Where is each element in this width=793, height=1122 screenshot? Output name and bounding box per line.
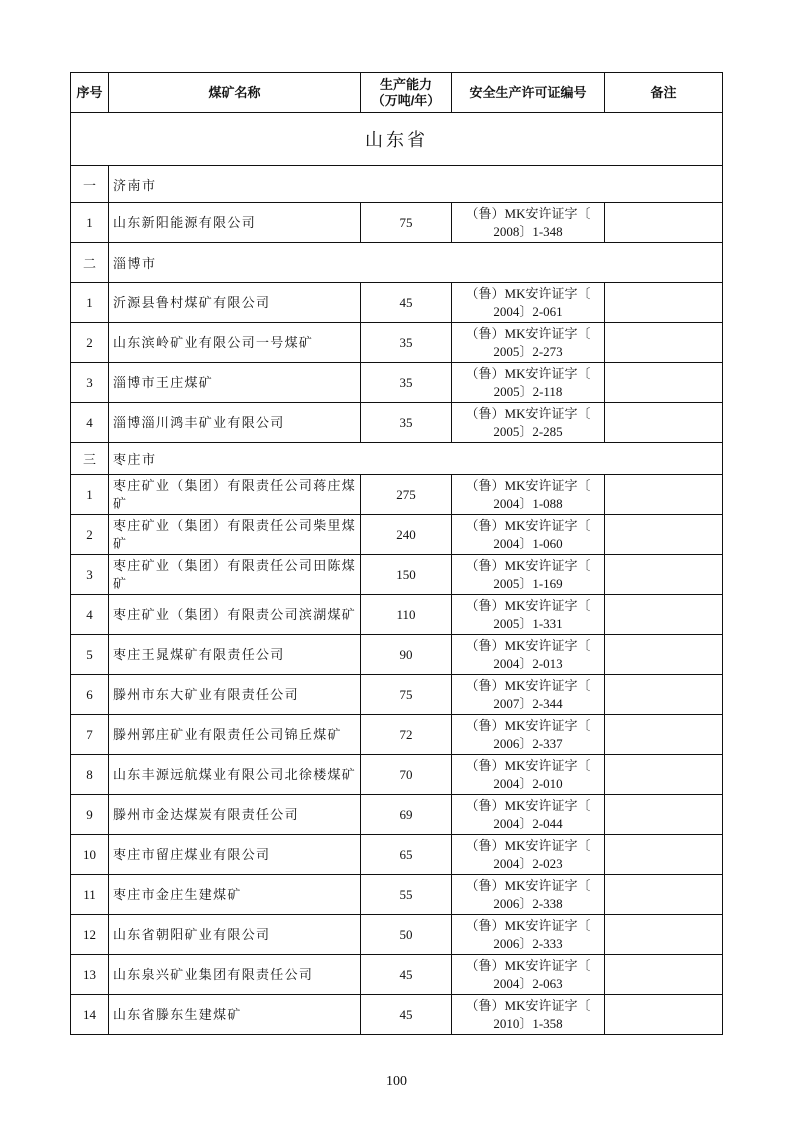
capacity: 35	[361, 403, 452, 443]
row-number: 6	[71, 675, 109, 715]
row-number: 14	[71, 995, 109, 1035]
license-number: （鲁）MK安许证字〔2006〕2-333	[465, 917, 591, 951]
license-number: （鲁）MK安许证字〔2005〕1-169	[465, 557, 591, 591]
mine-name: 枣庄矿业（集团）有限责公司滨湖煤矿	[109, 595, 361, 635]
license-cell	[452, 323, 605, 363]
row-number: 10	[71, 835, 109, 875]
capacity: 72	[361, 715, 452, 755]
table-row	[71, 363, 723, 403]
remark	[605, 715, 723, 755]
license-number: （鲁）MK安许证字〔2004〕2-023	[465, 837, 591, 871]
license-number: （鲁）MK安许证字〔2005〕2-285	[465, 405, 591, 439]
section-row	[71, 166, 723, 203]
license-number: （鲁）MK安许证字〔2010〕1-358	[465, 997, 591, 1031]
license-number: （鲁）MK安许证字〔2005〕2-118	[465, 365, 591, 399]
mine-name: 滕州市东大矿业有限责任公司	[109, 675, 361, 715]
capacity: 45	[361, 283, 452, 323]
capacity: 275	[361, 475, 452, 515]
header-license: 安全生产许可证编号	[452, 73, 605, 113]
license-cell	[452, 915, 605, 955]
capacity: 35	[361, 323, 452, 363]
section-number: 一	[71, 166, 109, 203]
capacity: 70	[361, 755, 452, 795]
table-row	[71, 955, 723, 995]
header-capacity	[361, 73, 452, 113]
remark	[605, 595, 723, 635]
page-number: 100	[386, 1074, 407, 1089]
capacity: 65	[361, 835, 452, 875]
license-cell	[452, 595, 605, 635]
section-row	[71, 243, 723, 283]
license-cell	[452, 283, 605, 323]
header-row	[71, 73, 723, 113]
table-row	[71, 555, 723, 595]
remark	[605, 955, 723, 995]
license-number: （鲁）MK安许证字〔2004〕2-044	[465, 797, 591, 831]
capacity: 45	[361, 955, 452, 995]
capacity: 90	[361, 635, 452, 675]
mine-name: 山东泉兴矿业集团有限责任公司	[109, 955, 361, 995]
mine-name: 枣庄王晁煤矿有限责任公司	[109, 635, 361, 675]
table-row	[71, 595, 723, 635]
remark	[605, 875, 723, 915]
remark	[605, 203, 723, 243]
mine-name: 山东省朝阳矿业有限公司	[109, 915, 361, 955]
row-number: 13	[71, 955, 109, 995]
section-row	[71, 443, 723, 475]
license-cell	[452, 475, 605, 515]
table-row	[71, 715, 723, 755]
row-number: 3	[71, 555, 109, 595]
mine-name: 沂源县鲁村煤矿有限公司	[109, 283, 361, 323]
table-row	[71, 875, 723, 915]
mine-name: 枣庄市金庄生建煤矿	[109, 875, 361, 915]
mine-name: 山东新阳能源有限公司	[109, 203, 361, 243]
license-cell	[452, 875, 605, 915]
mine-name: 滕州市金达煤炭有限责任公司	[109, 795, 361, 835]
capacity: 240	[361, 515, 452, 555]
row-number: 11	[71, 875, 109, 915]
license-cell	[452, 515, 605, 555]
license-number: （鲁）MK安许证字〔2004〕2-010	[465, 757, 591, 791]
mine-name: 山东省滕东生建煤矿	[109, 995, 361, 1035]
row-number: 2	[71, 515, 109, 555]
license-number: （鲁）MK安许证字〔2004〕2-061	[465, 285, 591, 319]
table-row	[71, 283, 723, 323]
remark	[605, 515, 723, 555]
table-body	[71, 113, 723, 1035]
mine-name: 枣庄矿业（集团）有限责任公司田陈煤矿	[109, 555, 361, 595]
row-number: 4	[71, 403, 109, 443]
province-row	[71, 113, 723, 166]
section-city: 枣庄市	[109, 443, 723, 475]
license-number: （鲁）MK安许证字〔2006〕2-338	[465, 877, 591, 911]
license-cell	[452, 203, 605, 243]
license-cell	[452, 363, 605, 403]
mine-name: 枣庄市留庄煤业有限公司	[109, 835, 361, 875]
remark	[605, 675, 723, 715]
row-number: 2	[71, 323, 109, 363]
row-number: 7	[71, 715, 109, 755]
mine-name: 滕州郭庄矿业有限责任公司锦丘煤矿	[109, 715, 361, 755]
license-cell	[452, 995, 605, 1035]
table-row	[71, 475, 723, 515]
capacity: 75	[361, 203, 452, 243]
remark	[605, 323, 723, 363]
mine-name: 淄博淄川鸿丰矿业有限公司	[109, 403, 361, 443]
remark	[605, 555, 723, 595]
section-number: 二	[71, 243, 109, 283]
mine-name: 山东滨岭矿业有限公司一号煤矿	[109, 323, 361, 363]
mine-name: 山东丰源远航煤业有限公司北徐楼煤矿	[109, 755, 361, 795]
capacity: 50	[361, 915, 452, 955]
license-cell	[452, 675, 605, 715]
license-number: （鲁）MK安许证字〔2004〕2-063	[465, 957, 591, 991]
row-number: 12	[71, 915, 109, 955]
capacity: 45	[361, 995, 452, 1035]
license-number: （鲁）MK安许证字〔2007〕2-344	[465, 677, 591, 711]
row-number: 3	[71, 363, 109, 403]
license-number: （鲁）MK安许证字〔2004〕1-088	[465, 477, 591, 511]
license-cell	[452, 755, 605, 795]
remark	[605, 283, 723, 323]
table-row	[71, 835, 723, 875]
mine-name: 枣庄矿业（集团）有限责任公司蒋庄煤矿	[109, 475, 361, 515]
license-number: （鲁）MK安许证字〔2004〕2-013	[465, 637, 591, 671]
header-name: 煤矿名称	[109, 73, 361, 113]
capacity: 55	[361, 875, 452, 915]
capacity: 75	[361, 675, 452, 715]
license-number: （鲁）MK安许证字〔2006〕2-337	[465, 717, 591, 751]
capacity: 110	[361, 595, 452, 635]
license-cell	[452, 835, 605, 875]
header-capacity-line2: （万吨/年）	[371, 92, 441, 108]
table-row	[71, 403, 723, 443]
row-number: 8	[71, 755, 109, 795]
row-number: 4	[71, 595, 109, 635]
row-number: 9	[71, 795, 109, 835]
license-number: （鲁）MK安许证字〔2008〕1-348	[465, 205, 591, 239]
remark	[605, 635, 723, 675]
license-number: （鲁）MK安许证字〔2004〕1-060	[465, 517, 591, 551]
license-cell	[452, 403, 605, 443]
remark	[605, 403, 723, 443]
header-remark: 备注	[605, 73, 723, 113]
section-number: 三	[71, 443, 109, 475]
remark	[605, 363, 723, 403]
table-row	[71, 635, 723, 675]
section-city: 淄博市	[109, 243, 723, 283]
remark	[605, 475, 723, 515]
table-row	[71, 515, 723, 555]
license-cell	[452, 795, 605, 835]
table-row	[71, 915, 723, 955]
header-no: 序号	[71, 73, 109, 113]
remark	[605, 995, 723, 1035]
table-row	[71, 795, 723, 835]
province-title: 山东省	[71, 113, 723, 166]
row-number: 1	[71, 475, 109, 515]
coal-mine-table	[70, 72, 723, 1035]
table-row	[71, 755, 723, 795]
capacity: 69	[361, 795, 452, 835]
mine-name: 枣庄矿业（集团）有限责任公司柴里煤矿	[109, 515, 361, 555]
mine-name: 淄博市王庄煤矿	[109, 363, 361, 403]
row-number: 5	[71, 635, 109, 675]
remark	[605, 755, 723, 795]
table-row	[71, 995, 723, 1035]
header-capacity-line1: 生产能力	[379, 76, 432, 92]
remark	[605, 835, 723, 875]
license-cell	[452, 555, 605, 595]
license-number: （鲁）MK安许证字〔2005〕2-273	[465, 325, 591, 359]
license-cell	[452, 635, 605, 675]
remark	[605, 795, 723, 835]
section-city: 济南市	[109, 166, 723, 203]
license-cell	[452, 715, 605, 755]
table-row	[71, 203, 723, 243]
license-number: （鲁）MK安许证字〔2005〕1-331	[465, 597, 591, 631]
table-row	[71, 675, 723, 715]
row-number: 1	[71, 203, 109, 243]
table-row	[71, 323, 723, 363]
capacity: 35	[361, 363, 452, 403]
license-cell	[452, 955, 605, 995]
remark	[605, 915, 723, 955]
row-number: 1	[71, 283, 109, 323]
capacity: 150	[361, 555, 452, 595]
